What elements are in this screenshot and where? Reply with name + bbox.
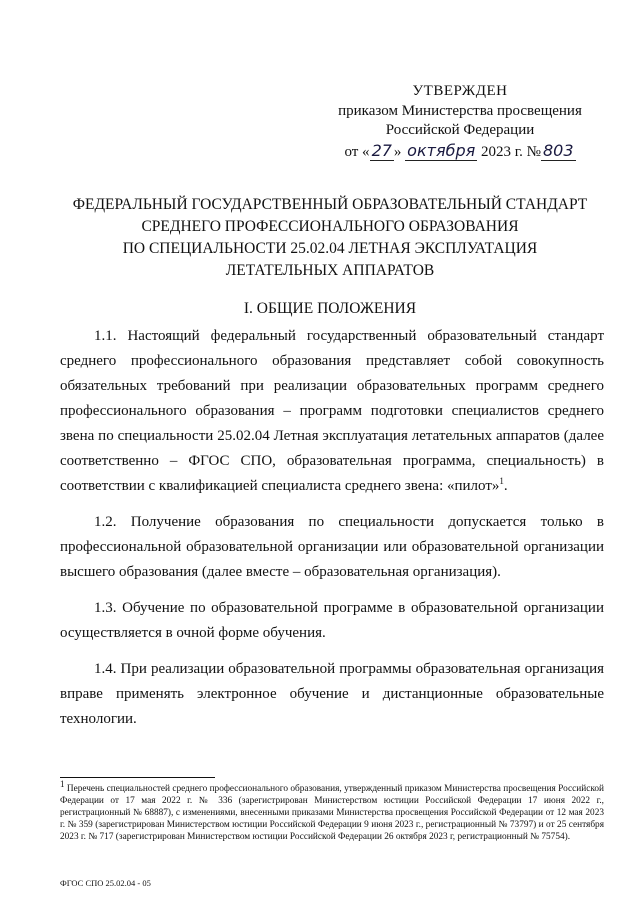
date-prefix: от «	[344, 143, 370, 160]
date-mid: »	[393, 143, 402, 160]
footer-code: ФГОС СПО 25.02.04 - 05	[60, 878, 151, 888]
approval-heading: УТВЕРЖДЕН	[412, 83, 508, 99]
title-line-4: ЛЕТАТЕЛЬНЫХ АППАРАТОВ	[225, 262, 435, 279]
handwritten-month: октября	[407, 140, 476, 160]
year-text: 2023 г. №	[480, 143, 541, 160]
paragraph-1-4: 1.4. При реализации образовательной программы образовательная организация вправе применять электронное обучение и дистанционные образовательные технологии.	[60, 661, 604, 727]
section-heading: I. ОБЩИЕ ПОЛОЖЕНИЯ	[243, 300, 417, 317]
approval-block	[300, 82, 620, 162]
approval-line-2: Российской Федерации	[385, 122, 535, 138]
paragraph-1-2: 1.2. Получение образования по специальности допускается только в профессиональной образовательной организации или образовательной организации высшего образования (далее вместе – образовательная организация).	[60, 514, 604, 580]
title-line-1: ФЕДЕРАЛЬНЫЙ ГОСУДАРСТВЕННЫЙ ОБРАЗОВАТЕЛЬНЫЙ СТАНДАРТ	[72, 196, 588, 213]
footnote-reference[interactable]: 1	[499, 476, 504, 486]
approval-line-1: приказом Министерства просвещения	[338, 102, 582, 119]
footnote-separator	[60, 777, 215, 778]
title-line-2: СРЕДНЕГО ПРОФЕССИОНАЛЬНОГО ОБРАЗОВАНИЯ	[141, 218, 519, 235]
footnote-text: Перечень специальностей среднего профессионального образования, утвержденный приказом Министерства просвещения Российской Федерации от 17 мая 2022 г. № 336 (зарегистрирован Министерством юстиции Российской Федерации 17 июня 2022 г., регистрационный № 68887), с изменениями, внесенными приказами Министерства просвещения Российской Федерации от 12 мая 2023 г. № 359 (зарегистрирован Министерством юстиции Российской Федерации 9 июня 2023 г., регистрационный № 73797) и от 25 сентября 2023 г. № 717 (зарегистрирован Министерством юстиции Российской Федерации 26 октября 2023 г, регистрационный № 75754).	[60, 784, 605, 842]
footnote-mark: 1	[60, 778, 65, 789]
paragraph-1-1-text: 1.1. Настоящий федеральный государственный образовательный стандарт среднего профессионального образования представляет собой совокупность обязательных требований при реализации образовательных программ среднего профессионального образования – программ подготовки специалистов среднего звена по специальности 25.02.04 Летная эксплуатация летательных аппаратов (далее соответственно – ФГОС СПО, образовательная программа, специальность) в соответствии с квалификацией специалиста среднего звена: «пилот»	[60, 328, 604, 494]
document-title	[60, 194, 600, 282]
title-line-3: ПО СПЕЦИАЛЬНОСТИ 25.02.04 ЛЕТНАЯ ЭКСПЛУАТАЦИЯ	[122, 240, 538, 257]
approval-date-line	[300, 141, 620, 163]
paragraph-1-3: 1.3. Обучение по образовательной программе в образовательной организации осуществляется в очной форме обучения.	[60, 600, 604, 641]
handwritten-number: 803	[543, 140, 574, 160]
body-text	[60, 324, 604, 743]
paragraph-1-1	[60, 324, 604, 499]
paragraph-1-1-end: .	[503, 478, 508, 494]
footnote	[60, 778, 605, 843]
handwritten-day: 27	[371, 140, 392, 160]
